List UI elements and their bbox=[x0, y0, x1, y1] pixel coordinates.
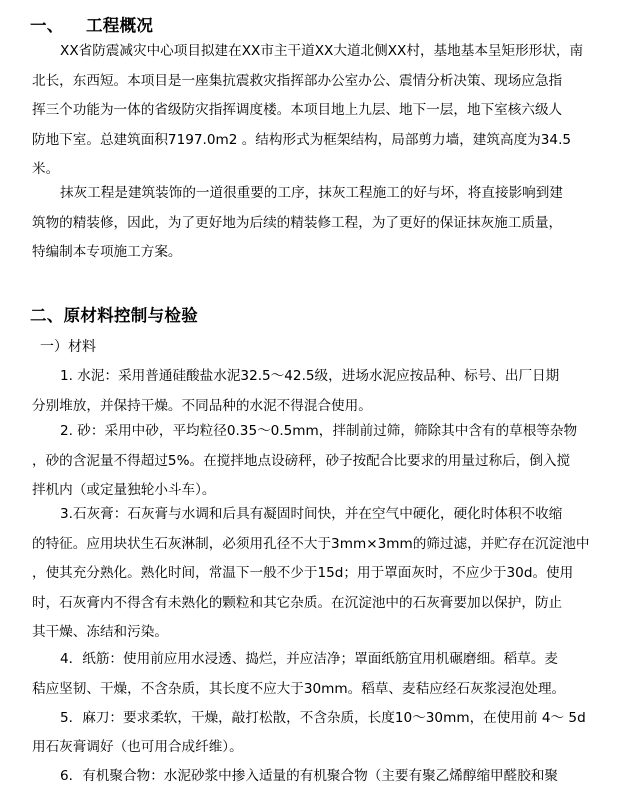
section-1-heading bbox=[30, 12, 153, 36]
text-line: 6．有机聚合物：水泥砂浆中掺入适量的有机聚合物（主要有聚乙烯醇缩甲醛胶和聚 bbox=[60, 768, 559, 784]
sand-item bbox=[32, 417, 598, 506]
hemp-fiber-item bbox=[32, 704, 598, 762]
lime-putty-item bbox=[32, 500, 598, 648]
text-line: 秸应坚韧、干燥，不含杂质，其长度不应大于30mm。稻草、麦秸应经石灰浆浸泡处理。 bbox=[32, 680, 566, 697]
organic-polymer-item bbox=[60, 762, 598, 792]
text-line: 1. 水泥：采用普通硅酸盐水泥32.5～42.5级，进场水泥应按品种、标号、出厂日期 bbox=[60, 368, 560, 384]
section-1-number: 一、 bbox=[30, 16, 64, 35]
text-line: 拌机内（或定量独轮小斗车）。 bbox=[32, 482, 216, 498]
section-1-title: 工程概况 bbox=[86, 16, 154, 35]
text-line: 用石灰膏调好（也可用合成纤维）。 bbox=[32, 739, 243, 755]
text-line: 米。 bbox=[32, 161, 60, 177]
text-line: 3.石灰膏：石灰膏与水调和后具有凝固时间快，并在空气中硬化，硬化时体积不收缩 bbox=[60, 506, 563, 522]
text-line: 2. 砂：采用中砂，平均粒径0.35～0.5mm，拌制前过筛，筛除其中含有的草根等杂物 bbox=[60, 423, 578, 439]
text-line: 分别堆放，并保持干燥。不同品种的水泥不得混合使用。 bbox=[32, 397, 372, 414]
materials-subheading: 一）材料 bbox=[40, 339, 96, 355]
text-line: 特编制本专项施工方案。 bbox=[32, 244, 182, 260]
text-line: 4．纸筋：使用前应用水浸透、捣烂，并应洁净；罩面纸筋宜用机碾磨细。稻草。麦 bbox=[60, 651, 559, 667]
paper-fiber-item bbox=[32, 645, 598, 704]
overview-paragraph bbox=[32, 37, 598, 185]
text-line: XX省防震减灾中心项目拟建在XX市主干道XX大道北侧XX村，基地基本呈矩形形状，南 bbox=[60, 43, 584, 59]
plastering-intro-paragraph bbox=[32, 179, 598, 268]
text-line: 时，石灰膏内不得含有未熟化的颗粒和其它杂质。在沉淀池中的石灰膏要加以保护，防止 bbox=[32, 594, 563, 611]
section-2-heading: 二、原材料控制与检验 bbox=[30, 306, 198, 325]
cement-item bbox=[32, 362, 598, 421]
text-line: 北长，东西短。本项目是一座集抗震救灾指挥部办公室办公、震情分析决策、现场应急指 bbox=[32, 72, 563, 89]
text-line: ，砂的含泥量不得超过5%。在搅拌地点设磅秤，砂子按配合比要求的用量过称后，倒入搅 bbox=[32, 452, 571, 469]
text-line: 挥三个功能为一体的省级防灾指挥调度楼。本项目地上九层、地下一层，地下室核六级人 bbox=[32, 102, 563, 118]
text-line: 的特征。应用块状生石灰淋制，必须用孔径不大于3mm×3mm的筛过滤，并贮存在沉淀池中 bbox=[32, 535, 590, 552]
text-line: 其干燥、冻结和污染。 bbox=[32, 624, 168, 640]
text-line: 筑物的精装修，因此，为了更好地为后续的精装修工程，为了更好的保证抹灰施工质量， bbox=[32, 214, 563, 231]
text-line: 抹灰工程是建筑装饰的一道很重要的工序，抹灰工程施工的好与坏，将直接影响到建 bbox=[60, 185, 563, 201]
text-line: 5．麻刀：要求柔软，干燥，敲打松散，不含杂质，长度10～30mm，在使用前 4～ 5d bbox=[60, 710, 586, 726]
text-line: ，使其充分熟化。熟化时间，常温下一般不少于15d；用于罩面灰时，不应少于30d。使用 bbox=[32, 565, 574, 581]
text-line: 防地下室。总建筑面积7197.0m2 。结构形式为框架结构，局部剪力墙，建筑高度为34.5 bbox=[32, 131, 572, 148]
